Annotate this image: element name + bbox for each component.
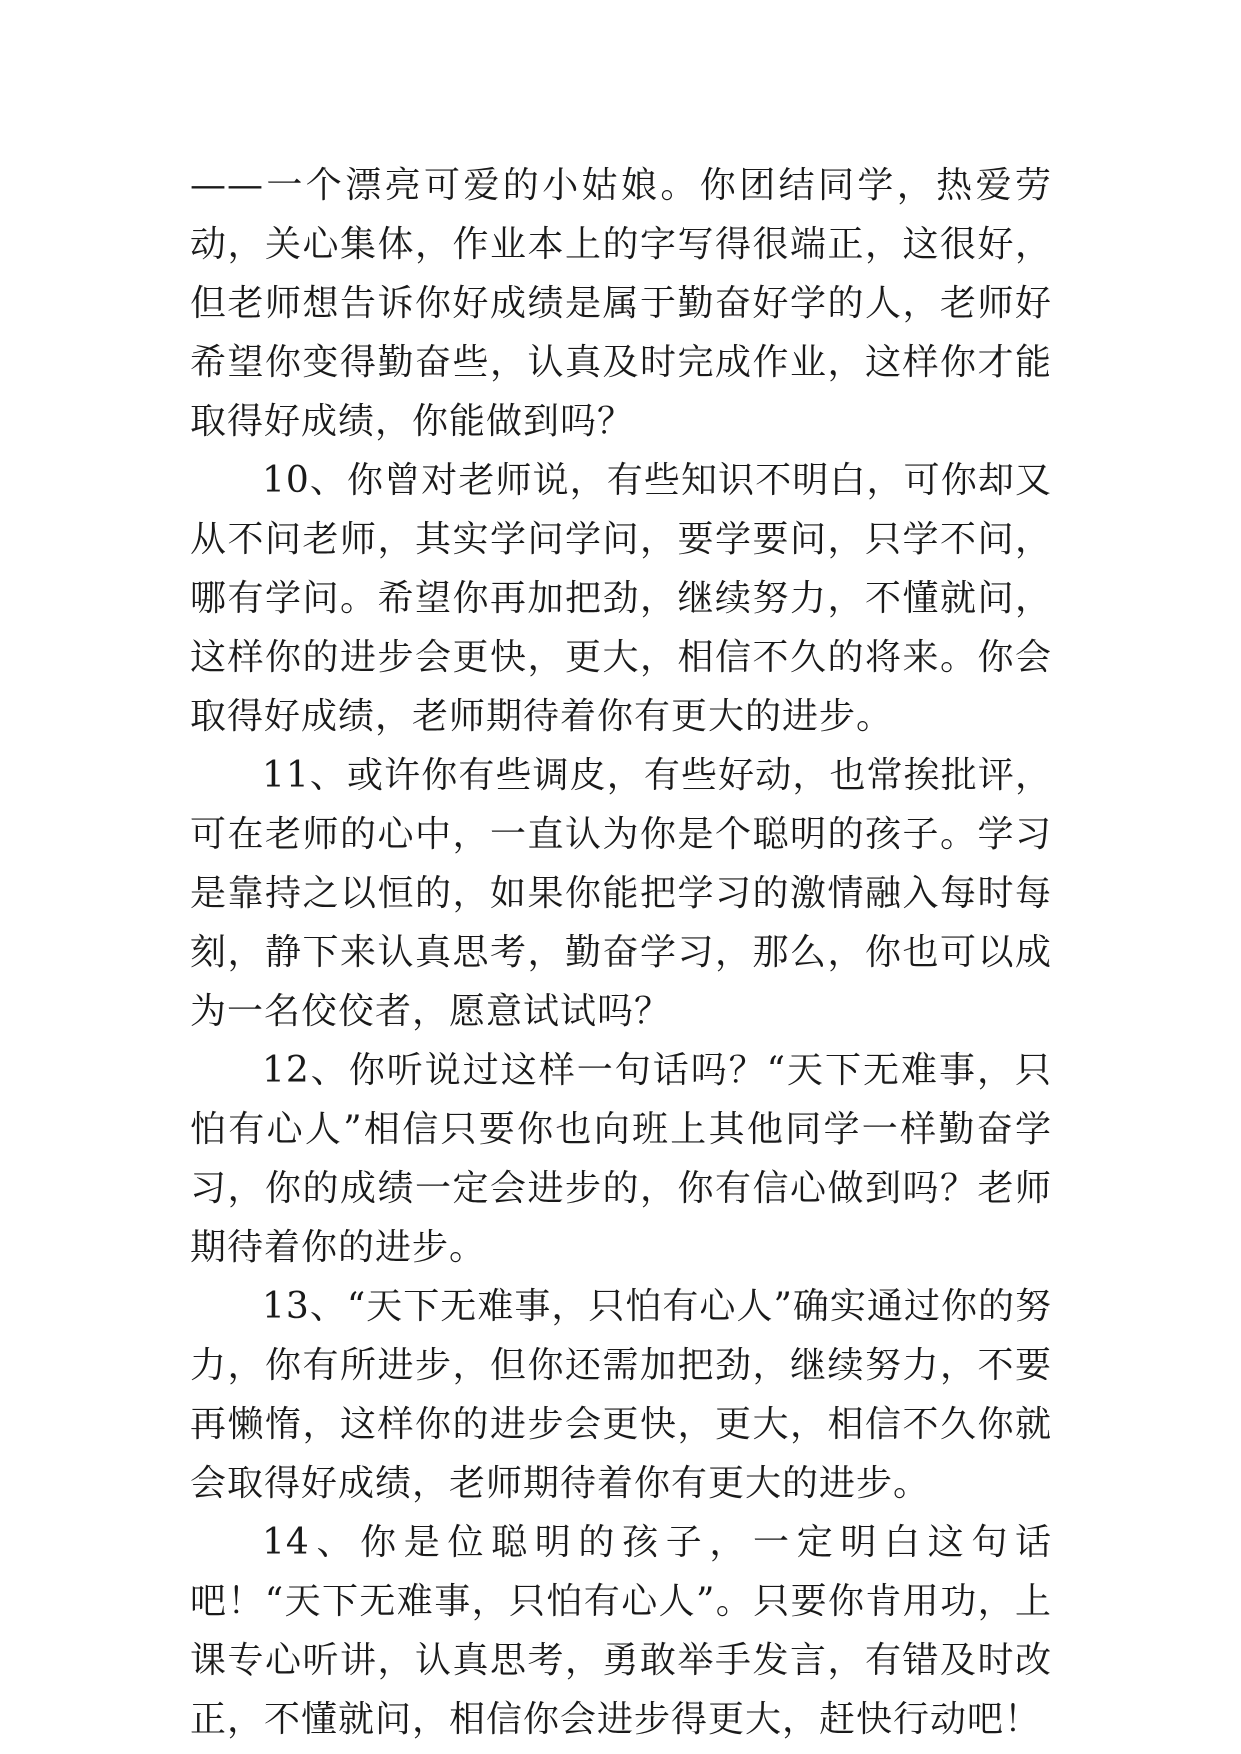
- paragraph-12: 12、你听说过这样一句话吗？“天下无难事，只怕有心人”相信只要你也向班上其他同学一样勤奋学习，你的成绩一定会进步的，你有信心做到吗？老师期待着你的进步。: [190, 1050, 1052, 1268]
- document-body: [190, 156, 1052, 1749]
- paragraph-11: 11、或许你有些调皮，有些好动，也常挨批评，可在老师的心中，一直认为你是个聪明的孩子。学习是靠持之以恒的，如果你能把学习的激情融入每时每刻，静下来认真思考，勤奋学习，那么，你也可以成为一名佼佼者，愿意试试吗？: [190, 755, 1052, 1032]
- paragraph-continuation: ——一个漂亮可爱的小姑娘。你团结同学，热爱劳动，关心集体，作业本上的字写得很端正，这很好，但老师想告诉你好成绩是属于勤奋好学的人，老师好希望你变得勤奋些，认真及时完成作业，这样你才能取得好成绩，你能做到吗？: [190, 165, 1052, 442]
- paragraph-14: 14、你是位聪明的孩子，一定明白这句话吧！“天下无难事，只怕有心人”。只要你肯用功，上课专心听讲，认真思考，勇敢举手发言，有错及时改正，不懂就问，相信你会进步得更大，赶快行动吧！: [190, 1522, 1052, 1740]
- paragraph-13: 13、“天下无难事，只怕有心人”确实通过你的努力，你有所进步，但你还需加把劲，继续努力，不要再懒惰，这样你的进步会更快，更大，相信不久你就会取得好成绩，老师期待着你有更大的进步。: [190, 1286, 1052, 1504]
- paragraph-10: 10、你曾对老师说，有些知识不明白，可你却又从不问老师，其实学问学问，要学要问，只学不问，哪有学问。希望你再加把劲，继续努力，不懂就问，这样你的进步会更快，更大，相信不久的将来。你会取得好成绩，老师期待着你有更大的进步。: [190, 460, 1052, 737]
